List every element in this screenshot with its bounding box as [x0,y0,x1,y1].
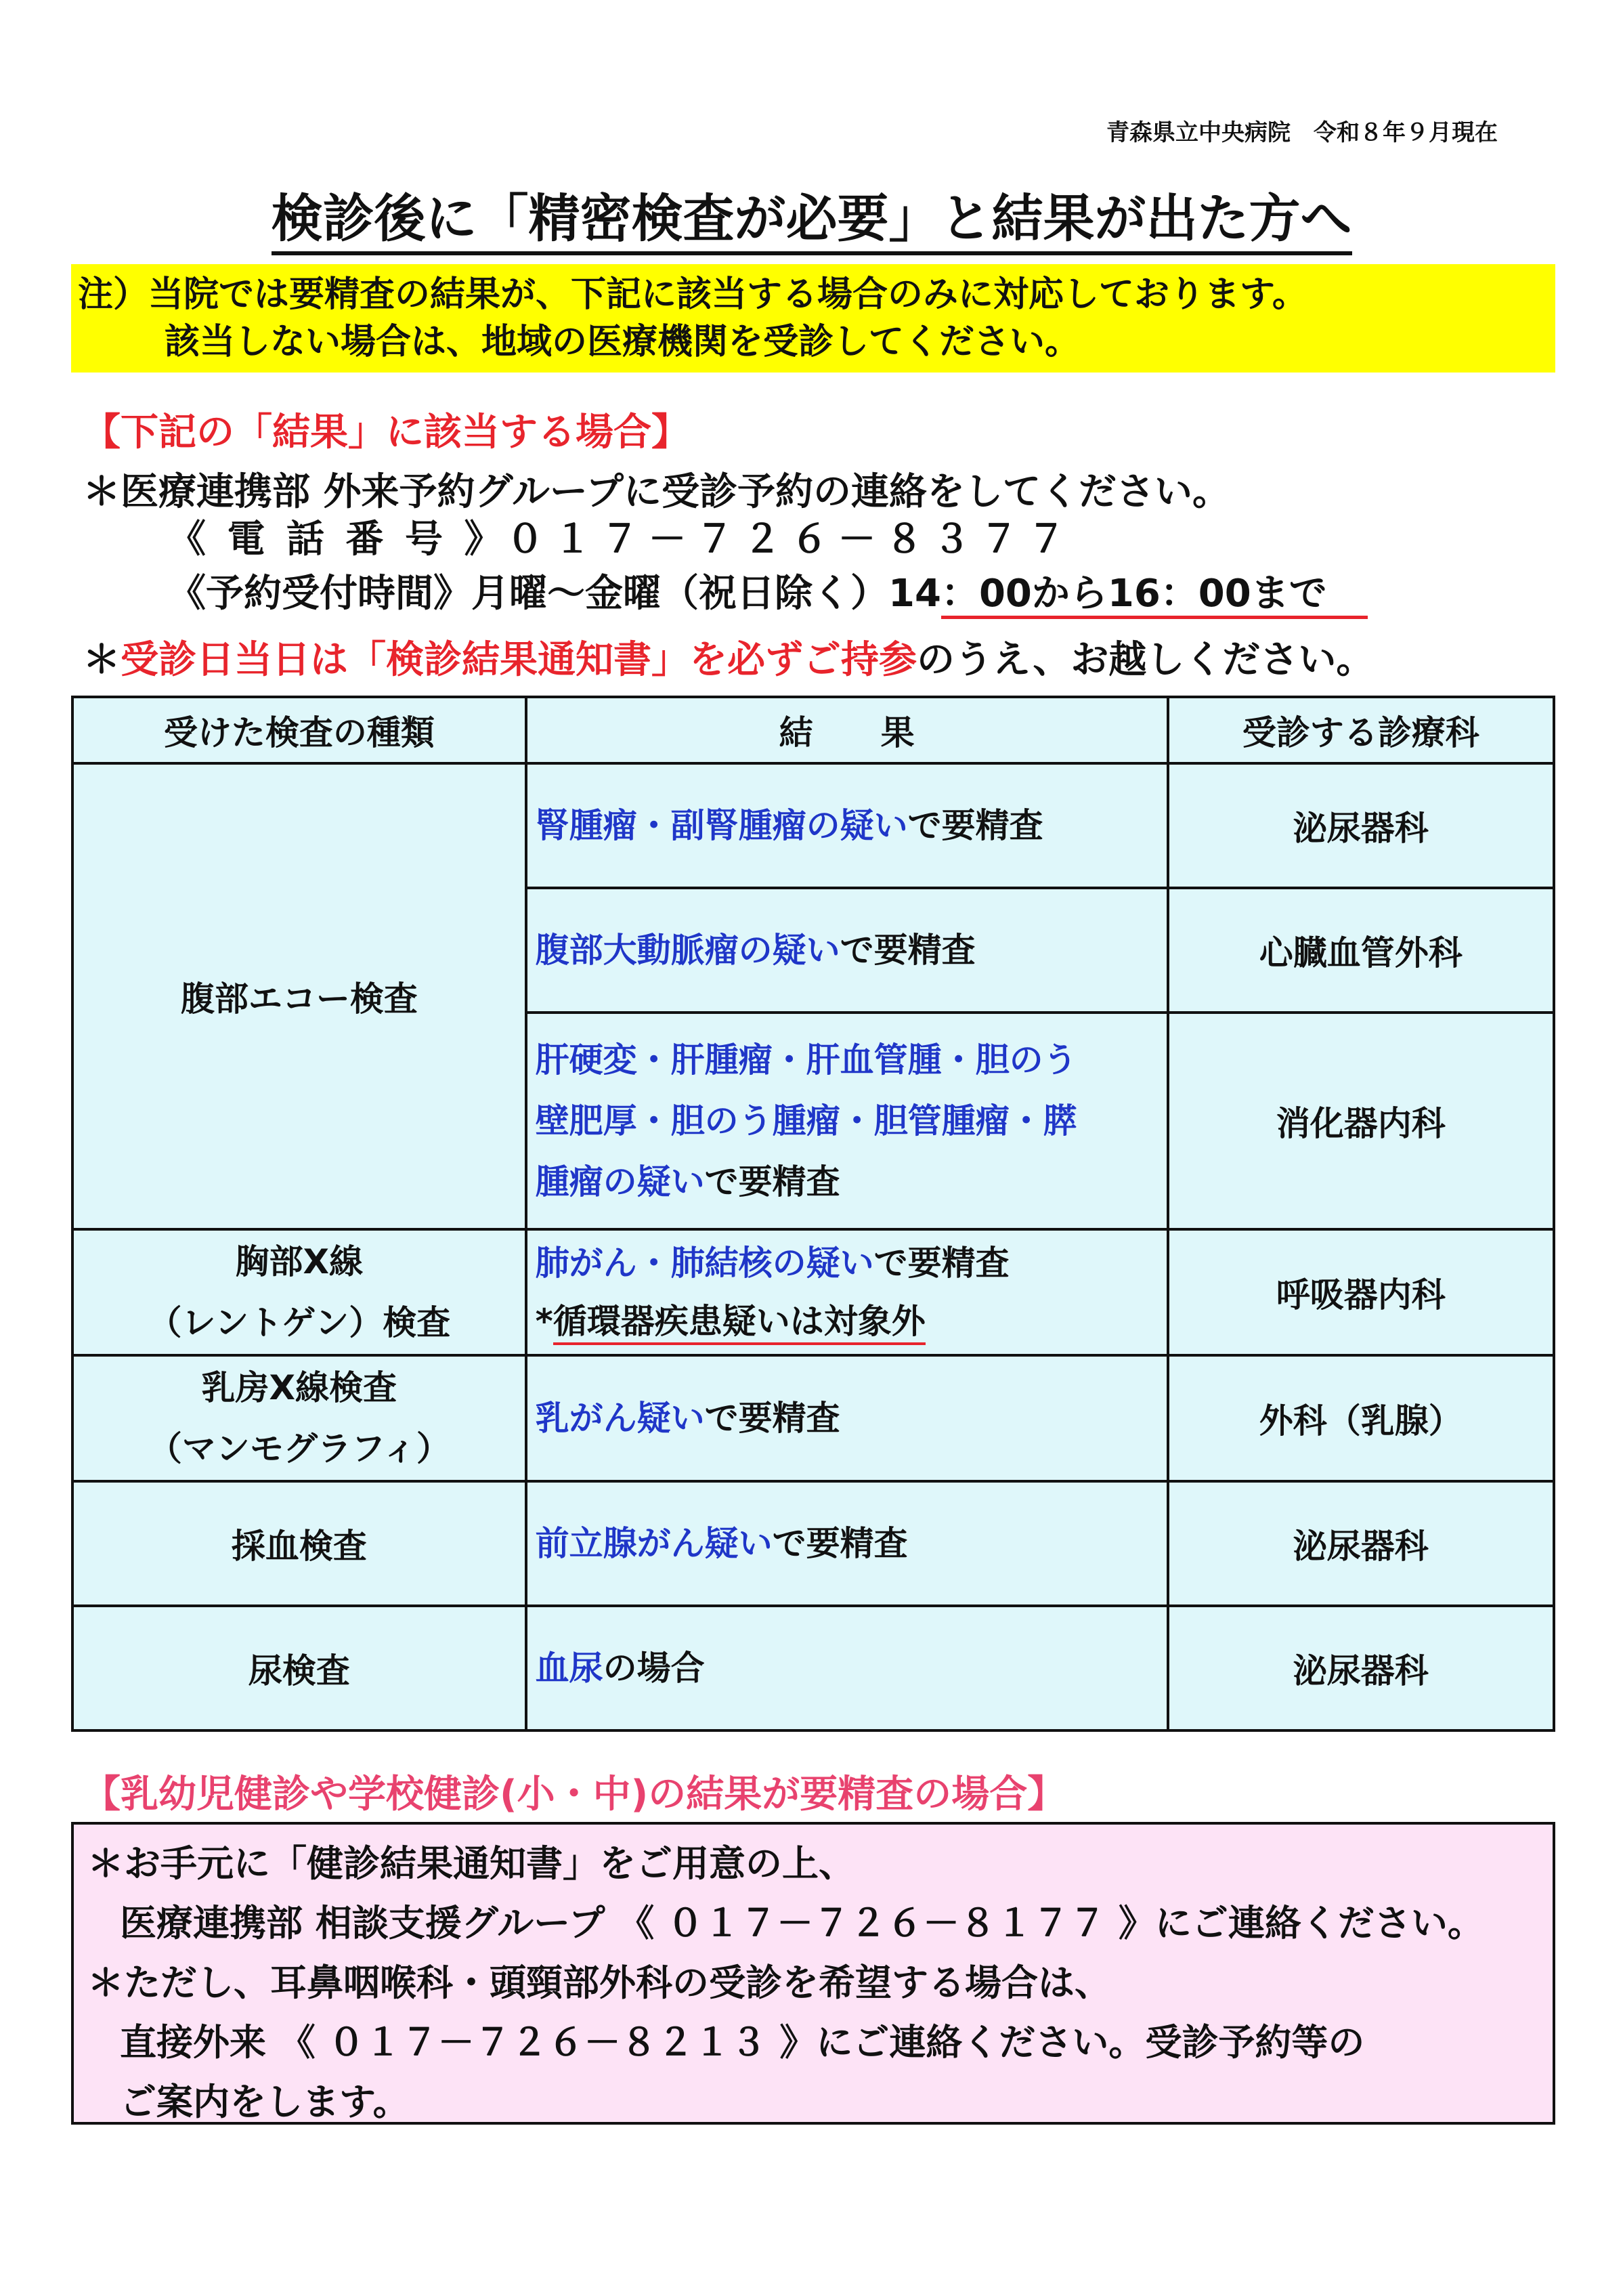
hours-prefix: 14 [888,572,941,616]
table-row [72,1481,1554,1606]
result-cell: 前立腺がん疑いで要精査 [526,1481,1168,1606]
notice-line-1: 注）当院では要精査の結果が、下記に該当する場合のみに対応しております。 [78,274,1307,315]
section2-heading: 【乳幼児健診や学校健診(小・中)の結果が要精査の場合】 [83,1772,1066,1816]
referral-table [71,696,1555,1732]
table-header-row [72,697,1554,763]
phone-label: 《 電 話 番 号 》 [168,517,506,561]
exam-blood: 採血検査 [72,1481,526,1606]
chest-exclusion-note: 循環器疾患疑いは対象外 [553,1302,926,1345]
notice-box [71,264,1555,373]
table-row [72,1606,1554,1730]
pediatric-line-3: ＊ただし、耳鼻咽喉科・頭頸部外科の受診を希望する場合は、 [87,1961,1111,2004]
header-org-date: 青森県立中央病院 令和８年９月現在 [1106,119,1498,146]
bring-emphasis: 受診日当日は「検診結果通知書」を必ずご持参 [121,638,917,682]
result-cell: 腹部大動脈瘤の疑いで要精査 [526,888,1168,1013]
header-result: 結 果 [526,697,1168,763]
dept-cell: 消化器内科 [1168,1013,1554,1229]
header-department: 受診する診療科 [1168,697,1554,763]
page-title: 検診後に「精密検査が必要」と結果が出た方へ [0,177,1623,251]
hours-label: 《予約受付時間》月曜～金曜（祝日除く） [168,572,888,616]
table-row [72,763,1554,888]
result-cell: 血尿の場合 [526,1606,1168,1730]
phone-number: ０１７－７２６－８３７７ [506,517,1075,561]
bring-notice [83,630,1374,684]
exam-urine: 尿検査 [72,1606,526,1730]
result-cell: 肝硬変・肝腫瘤・肝血管腫・胆のう 壁肥厚・胆のう腫瘤・胆管腫瘤・膵 腫瘤の疑いで要精査 [526,1013,1168,1229]
hours-line [168,564,1368,618]
bring-rest: のうえ、お越しください。 [917,638,1375,682]
exam-breast: 乳房X線検査 （マンモグラフィ） [72,1355,526,1481]
result-cell: 肺がん・肺結核の疑いで要精査 *循環器疾患疑いは対象外 [526,1229,1168,1355]
pediatric-line-1: ＊お手元に「健診結果通知書」をご用意の上、 [87,1842,855,1885]
dept-cell: 外科（乳腺） [1168,1355,1554,1481]
dept-cell: 泌尿器科 [1168,763,1554,888]
notice-line-2: 該当しない場合は、地域の医療機関を受診してください。 [165,322,1081,362]
hours-value: ：00から16：00まで [941,572,1368,619]
pediatric-line-5: ご案内をします。 [120,2081,410,2123]
dept-cell: 呼吸器内科 [1168,1229,1554,1355]
pediatric-line-2: 医療連携部 相談支援グループ 《 ０１７－７２６－８１７７ 》にご連絡ください。 [120,1902,1484,1944]
pediatric-info-box [71,1822,1555,2125]
phone-line [168,509,1075,564]
dept-cell: 心臓血管外科 [1168,888,1554,1013]
table-row [72,1229,1554,1355]
contact-line: ＊医療連携部 外来予約グループに受診予約の連絡をしてください。 [83,470,1231,514]
dept-cell: 泌尿器科 [1168,1606,1554,1730]
result-cell: 腎腫瘤・副腎腫瘤の疑いで要精査 [526,763,1168,888]
section1-heading: 【下記の「結果」に該当する場合】 [83,410,689,454]
pediatric-line-4: 直接外来 《 ０１７－７２６－８２１３ 》にご連絡ください。受診予約等の [120,2021,1365,2064]
exam-chest: 胸部X線 （レントゲン）検査 [72,1229,526,1355]
result-cell: 乳がん疑いで要精査 [526,1355,1168,1481]
bring-star: ＊ [83,638,121,682]
dept-cell: 泌尿器科 [1168,1481,1554,1606]
header-exam-type: 受けた検査の種類 [72,697,526,763]
exam-abdomen: 腹部エコー検査 [72,763,526,1229]
table-row [72,1355,1554,1481]
